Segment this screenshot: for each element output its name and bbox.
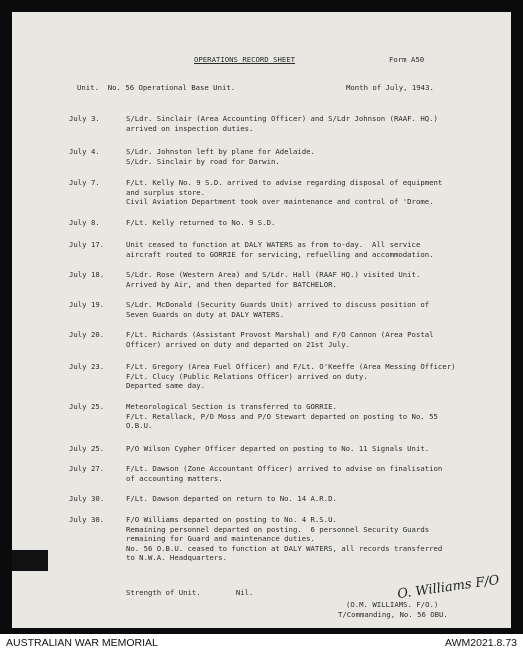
entry-text bbox=[126, 464, 506, 483]
entry-line: F/Lt. Clucy (Public Relations Officer) arrived on duty. bbox=[126, 371, 368, 381]
form-number: Form A50 bbox=[389, 55, 425, 64]
entry-line: F/Lt. Gregory (Area Fuel Officer) and F/Lt. O'Keeffe (Area Messing Officer) bbox=[126, 362, 456, 371]
entry-line: F/O Williams departed on posting to No. 4 R.S.U. bbox=[126, 515, 337, 524]
entry-text bbox=[126, 515, 506, 563]
entry-text bbox=[126, 270, 506, 289]
entry-date: July 25. bbox=[69, 402, 105, 411]
entry-line: F/Lt. Kelly returned to No. 9 S.D. bbox=[126, 218, 276, 227]
signatory-title: T/Commanding, No. 56 OBU. bbox=[338, 610, 448, 619]
entry-line: Unit ceased to function at DALY WATERS as from to-day. All service bbox=[126, 240, 421, 249]
entry-text bbox=[126, 178, 506, 207]
strength-line: Strength of Unit. Nil. bbox=[126, 588, 254, 597]
entry-line: S/Ldr. Rose (Western Area) and S/Ldr. Hall (RAAF HQ.) visited Unit. bbox=[126, 270, 421, 279]
entry-date: July 19. bbox=[69, 300, 105, 309]
entry-text bbox=[126, 114, 506, 133]
entry-text bbox=[126, 362, 506, 391]
entry-line: S/Ldr. Sinclair (Area Accounting Officer) and S/Ldr Johnson (RAAF. HQ.) bbox=[126, 114, 438, 123]
entry-text bbox=[126, 444, 506, 454]
entry-date: July 4. bbox=[69, 147, 100, 156]
entry-date: July 30. bbox=[69, 515, 105, 524]
entry-line: F/Lt. Retallack, P/O Moss and P/O Stewart departed on posting to No. 55 bbox=[126, 411, 438, 421]
entry-date: July 25. bbox=[69, 444, 105, 453]
entry-line: to N.W.A. Headquarters. bbox=[126, 553, 228, 563]
entry-line: arrived on inspection duties. bbox=[126, 123, 254, 133]
footer-institution: AUSTRALIAN WAR MEMORIAL bbox=[6, 637, 158, 649]
document-title: OPERATIONS RECORD SHEET bbox=[194, 55, 296, 64]
entry-text bbox=[126, 147, 506, 166]
signatory-name: (O.M. WILLIAMS. F/O.) bbox=[346, 600, 439, 609]
entry-date: July 20. bbox=[69, 330, 105, 339]
unit-line: Unit. No. 56 Operational Base Unit. bbox=[77, 83, 236, 92]
entry-text bbox=[126, 240, 506, 259]
entry-line: No. 56 O.B.U. ceased to function at DALY WATERS, all records transferred bbox=[126, 543, 443, 553]
entry-line: S/Ldr. Sinclair by road for Darwin. bbox=[126, 156, 280, 166]
entry-line: F/Lt. Richards (Assistant Provost Marshal) and F/O Cannon (Area Postal bbox=[126, 330, 434, 339]
entry-text bbox=[126, 494, 506, 504]
month-line: Month of July, 1943. bbox=[346, 83, 434, 92]
entry-date: July 18. bbox=[69, 270, 105, 279]
entry-line: Departed same day. bbox=[126, 381, 206, 391]
entry-date: July 23. bbox=[69, 362, 105, 371]
entry-date: July 27. bbox=[69, 464, 105, 473]
entry-text bbox=[126, 300, 506, 319]
entry-line: S/Ldr. McDonald (Security Guards Unit) arrived to discuss position of bbox=[126, 300, 430, 309]
entry-line: and surplus store. bbox=[126, 187, 206, 197]
entry-date: July 7. bbox=[69, 178, 100, 187]
entry-date: July 3. bbox=[69, 114, 100, 123]
entry-date: July 8. bbox=[69, 218, 100, 227]
entry-line: Seven Guards on duty at DALY WATERS. bbox=[126, 309, 285, 319]
entry-text bbox=[126, 402, 506, 431]
entry-line: remaining for Guard and maintenance duties. bbox=[126, 534, 315, 544]
handwritten-signature: O. Williams F/O bbox=[396, 572, 501, 603]
entry-line: aircraft routed to GORRIE for servicing, refuelling and accommodation. bbox=[126, 249, 434, 259]
entry-line: Civil Aviation Department took over maintenance and control of 'Drome. bbox=[126, 197, 434, 207]
entry-line: Officer) arrived on duty and departed on 21st July. bbox=[126, 339, 351, 349]
entry-date: July 17. bbox=[69, 240, 105, 249]
entry-line: F/Lt. Dawson (Zone Accountant Officer) arrived to advise on finalisation bbox=[126, 464, 443, 473]
entry-date: July 30. bbox=[69, 494, 105, 503]
entry-text bbox=[126, 330, 506, 349]
entry-line: Remaining personnel departed on posting. 6 personnel Security Guards bbox=[126, 524, 430, 534]
entry-line: O.B.U. bbox=[126, 421, 153, 431]
entry-line: P/O Wilson Cypher Officer departed on posting to No. 11 Signals Unit. bbox=[126, 444, 430, 453]
archive-footer bbox=[0, 634, 523, 653]
entry-line: Meteorological Section is transferred to GORRIE. bbox=[126, 402, 337, 411]
footer-reference: AWM2021.8.73 bbox=[445, 637, 517, 649]
black-margin-tab bbox=[12, 550, 48, 571]
entry-line: F/Lt. Kelly No. 9 S.D. arrived to advise regarding disposal of equipment bbox=[126, 178, 443, 187]
document-page bbox=[12, 12, 511, 628]
entry-line: of accounting matters. bbox=[126, 473, 223, 483]
entry-line: F/Lt. Dawson departed on return to No. 14 A.R.D. bbox=[126, 494, 337, 503]
entry-line: Arrived by Air, and then departed for BATCHELOR. bbox=[126, 279, 337, 289]
entry-text bbox=[126, 218, 506, 228]
entry-line: S/Ldr. Johnston left by plane for Adelaide. bbox=[126, 147, 315, 156]
